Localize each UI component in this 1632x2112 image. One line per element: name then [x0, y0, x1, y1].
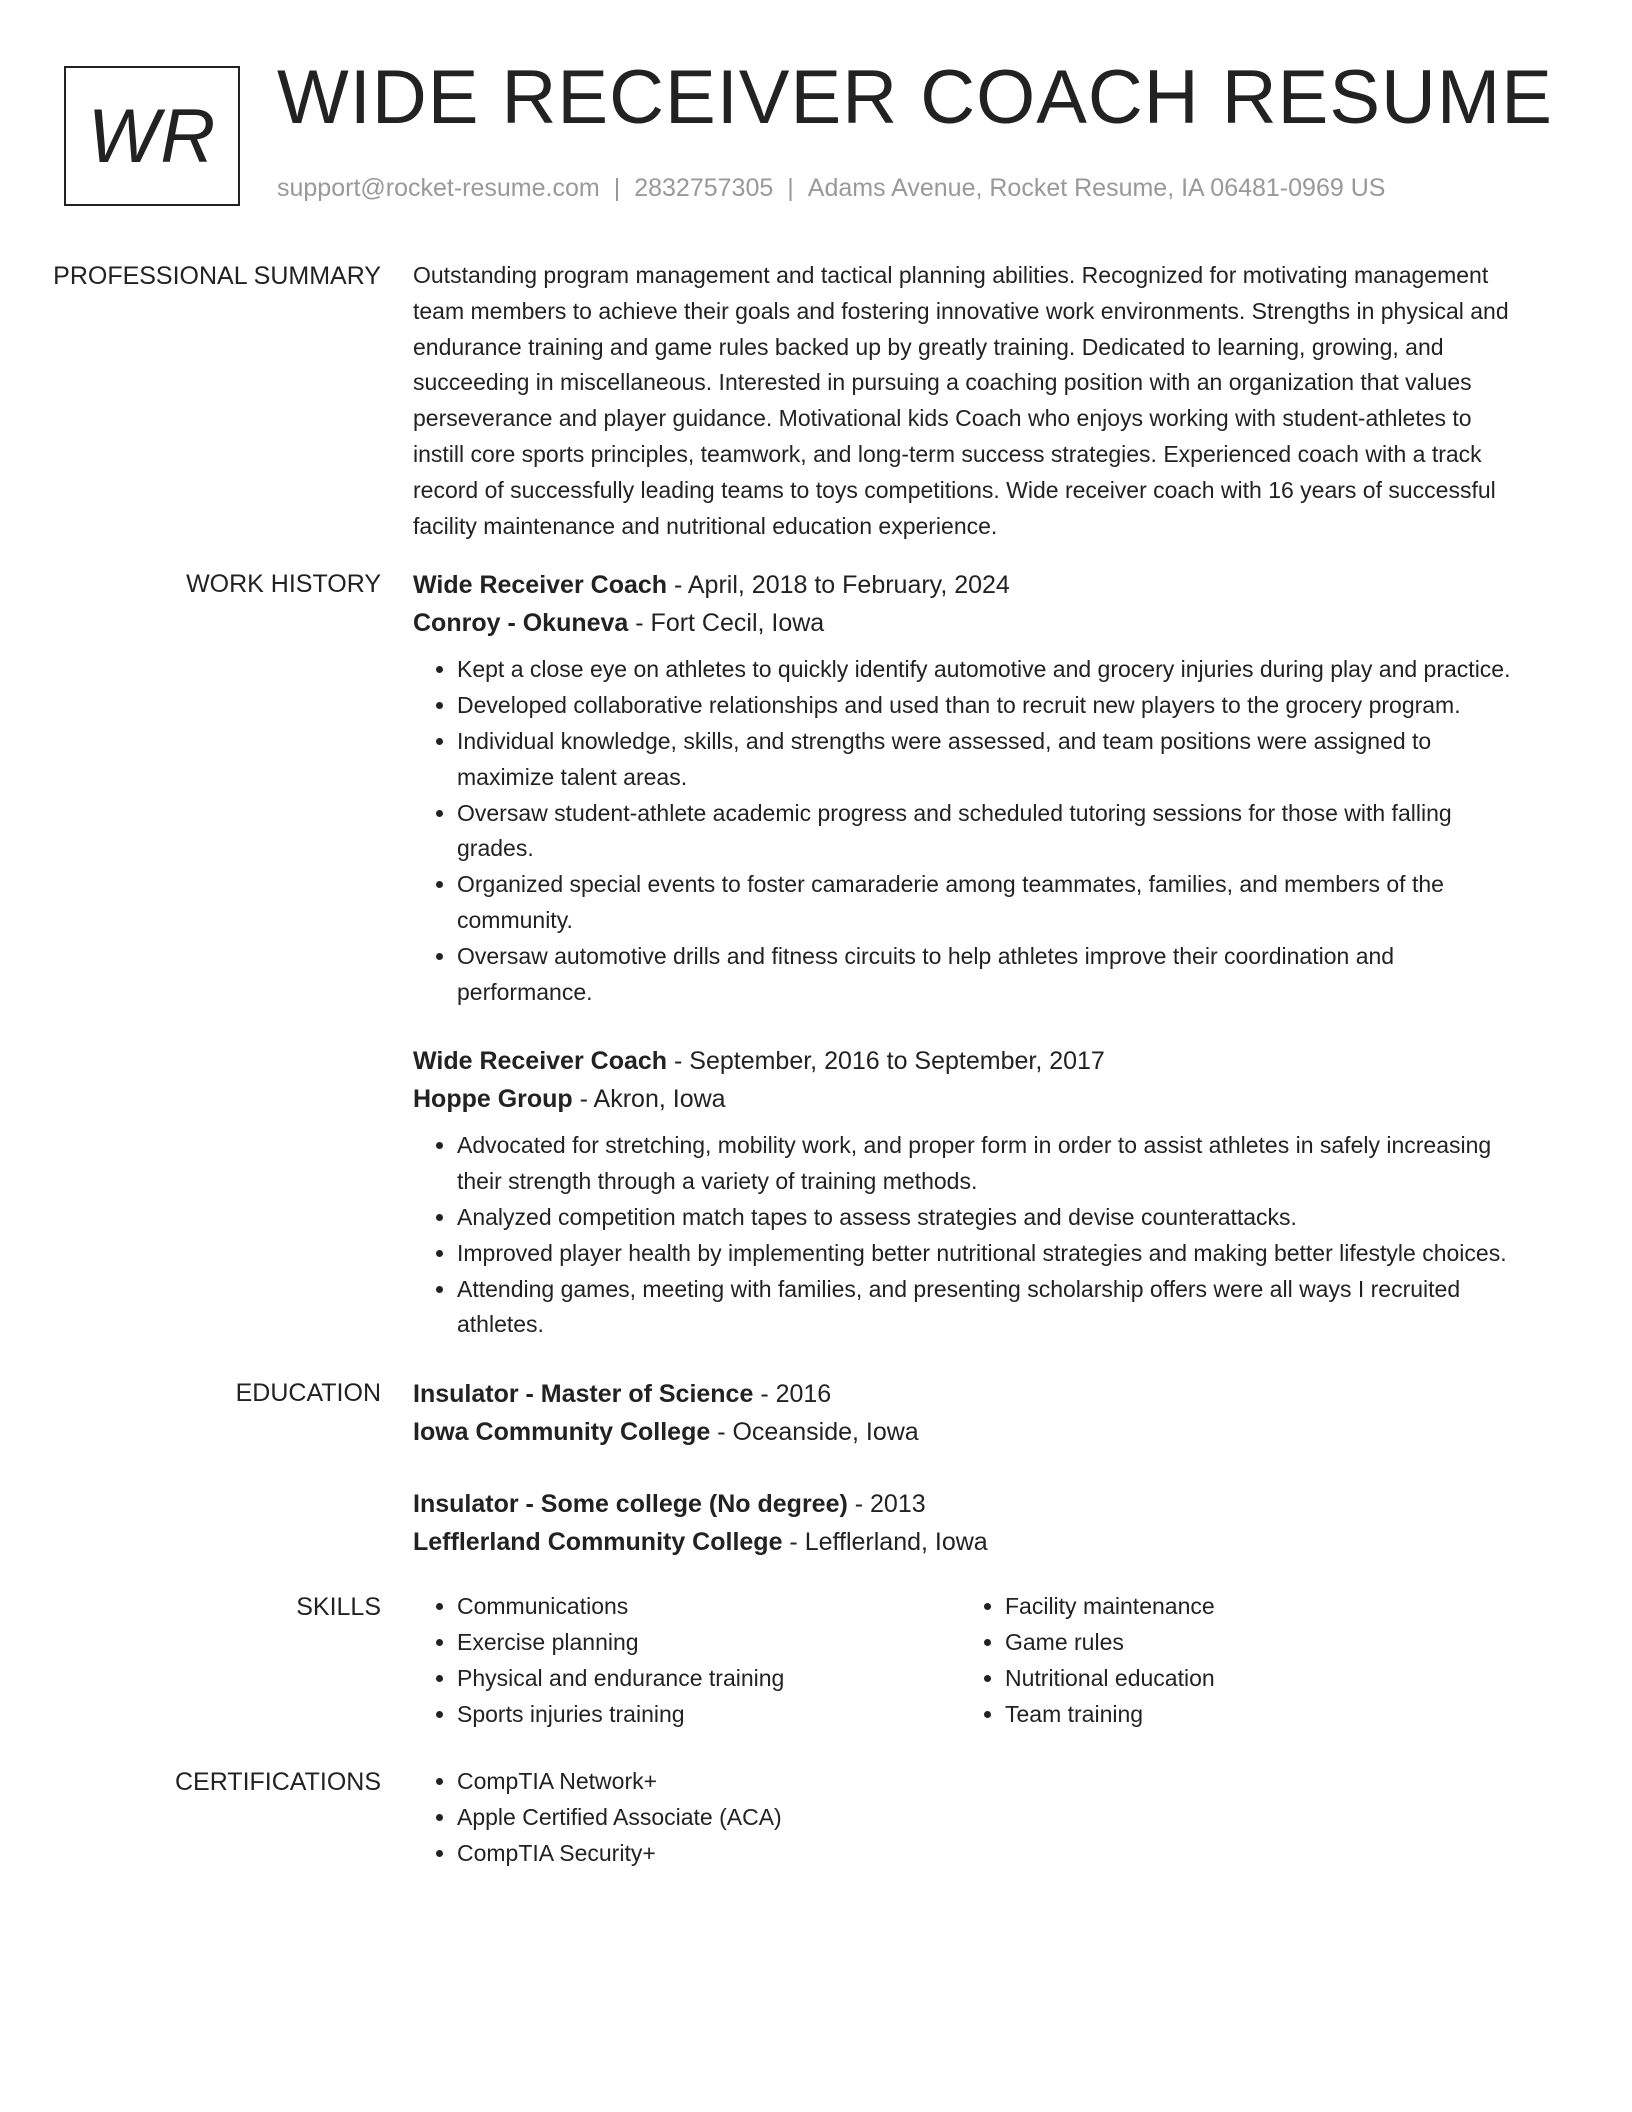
job-duties-list: [413, 1128, 1523, 1343]
work-history-heading: WORK HISTORY: [186, 570, 381, 599]
skill-item: • Game rules: [1005, 1625, 1461, 1661]
school-location: - Lefflerland, Iowa: [782, 1528, 988, 1557]
company-name: Conroy - Okuneva: [413, 609, 629, 638]
list-item: • Kept a close eye on athletes to quickly identify automotive and grocery injuries during play and practice.: [457, 652, 1523, 688]
school-line: [413, 1413, 1523, 1451]
summary-heading: PROFESSIONAL SUMMARY: [53, 262, 381, 290]
skills-heading: SKILLS: [296, 1593, 381, 1622]
skill-item: • Nutritional education: [1005, 1661, 1461, 1697]
job-heading: [413, 1042, 1523, 1080]
certifications-list: [413, 1764, 1523, 1871]
skill-item: • Team training: [1005, 1697, 1461, 1733]
contact-separator: |: [787, 174, 794, 202]
job-entry: [413, 566, 1523, 1010]
job-entry: [413, 1042, 1523, 1343]
job-heading: [413, 566, 1523, 604]
school-location: - Oceanside, Iowa: [710, 1418, 919, 1447]
degree-name: Insulator - Some college (No degree): [413, 1490, 848, 1519]
skills-grid: [413, 1589, 1523, 1732]
school-name: Iowa Community College: [413, 1418, 711, 1447]
degree-line: [413, 1375, 1523, 1413]
degree-year: - 2013: [847, 1490, 926, 1519]
summary-section: [0, 258, 1632, 544]
skill-item: • Facility maintenance: [1005, 1589, 1461, 1625]
list-item: • Organized special events to foster camaraderie among teammates, families, and members of the community.: [457, 867, 1523, 939]
work-history-section: [0, 566, 1632, 1343]
school-line: [413, 1523, 1523, 1561]
monogram-box: [64, 66, 240, 206]
company-location: - Fort Cecil, Iowa: [628, 609, 825, 638]
monogram-initials: WR: [87, 93, 217, 179]
company-location: - Akron, Iowa: [572, 1085, 726, 1114]
list-item: • Analyzed competition match tapes to assess strategies and devise counterattacks.: [457, 1200, 1523, 1236]
job-title: Wide Receiver Coach: [413, 571, 668, 600]
list-item: • Improved player health by implementing better nutritional strategies and making better lifestyle choices.: [457, 1236, 1523, 1272]
contact-phone: 2832757305: [634, 174, 774, 202]
job-dates: - September, 2016 to September, 2017: [667, 1047, 1105, 1076]
summary-text: Outstanding program management and tactical planning abilities. Recognized for motivating management team members to achieve their goals and fostering innovative work environments. Strengths in physical and endurance training and game rules backed up by greatly training. Dedicated to learning, growing, and succeeding in miscellaneous. Interested in pursuing a coaching position with an organization that values perseverance and player guidance. Motivational kids Coach who enjoys working with student-athletes to instill core sports principles, teamwork, and long-term success strategies. Experienced coach with a track record of successfully leading teams to toys competitions. Wide receiver coach with 16 years of successful facility maintenance and nutritional education experience.: [413, 262, 1509, 539]
list-item: • Oversaw automotive drills and fitness circuits to help athletes improve their coordination and performance.: [457, 939, 1523, 1011]
skill-item: • Physical and endurance training: [457, 1661, 961, 1697]
contact-line: [277, 174, 1385, 203]
certification-item: • CompTIA Security+: [457, 1836, 1523, 1872]
degree-name: Insulator - Master of Science: [413, 1380, 754, 1409]
job-employer: [413, 604, 1523, 642]
list-item: • Developed collaborative relationships and used than to recruit new players to the grocery program.: [457, 688, 1523, 724]
education-section: [0, 1375, 1632, 1561]
skill-item: • Sports injuries training: [457, 1697, 961, 1733]
job-dates: - April, 2018 to February, 2024: [667, 571, 1010, 600]
contact-email: support@rocket-resume.com: [277, 174, 600, 202]
skills-list-right: [961, 1589, 1461, 1732]
certification-item: • CompTIA Network+: [457, 1764, 1523, 1800]
skills-section: [0, 1589, 1632, 1732]
skill-item: • Exercise planning: [457, 1625, 961, 1661]
education-heading: EDUCATION: [235, 1379, 381, 1408]
skills-list-left: [413, 1589, 961, 1732]
certifications-heading: CERTIFICATIONS: [174, 1768, 381, 1797]
resume-title: WIDE RECEIVER COACH RESUME: [277, 55, 1553, 140]
certification-item: • Apple Certified Associate (ACA): [457, 1800, 1523, 1836]
list-item: • Attending games, meeting with families, and presenting scholarship offers were all ways I recruited athletes.: [457, 1272, 1523, 1344]
skill-item: • Communications: [457, 1589, 961, 1625]
degree-line: [413, 1485, 1523, 1523]
job-employer: [413, 1080, 1523, 1118]
contact-address: Adams Avenue, Rocket Resume, IA 06481-0969 US: [807, 174, 1386, 202]
job-title: Wide Receiver Coach: [413, 1047, 668, 1076]
job-duties-list: [413, 652, 1523, 1010]
resume-sections: [0, 258, 1632, 1872]
degree-year: - 2016: [753, 1380, 832, 1409]
list-item: • Individual knowledge, skills, and strengths were assessed, and team positions were assigned to maximize talent areas.: [457, 724, 1523, 796]
list-item: • Advocated for stretching, mobility work, and proper form in order to assist athletes in safely increasing their strength through a variety of training methods.: [457, 1128, 1523, 1200]
certifications-section: [0, 1764, 1632, 1871]
school-name: Lefflerland Community College: [413, 1528, 783, 1557]
list-item: • Oversaw student-athlete academic progress and scheduled tutoring sessions for those with falling grades.: [457, 796, 1523, 868]
education-entry: [413, 1375, 1523, 1451]
contact-separator: |: [613, 174, 621, 202]
education-entry: [413, 1485, 1523, 1561]
company-name: Hoppe Group: [413, 1085, 573, 1114]
